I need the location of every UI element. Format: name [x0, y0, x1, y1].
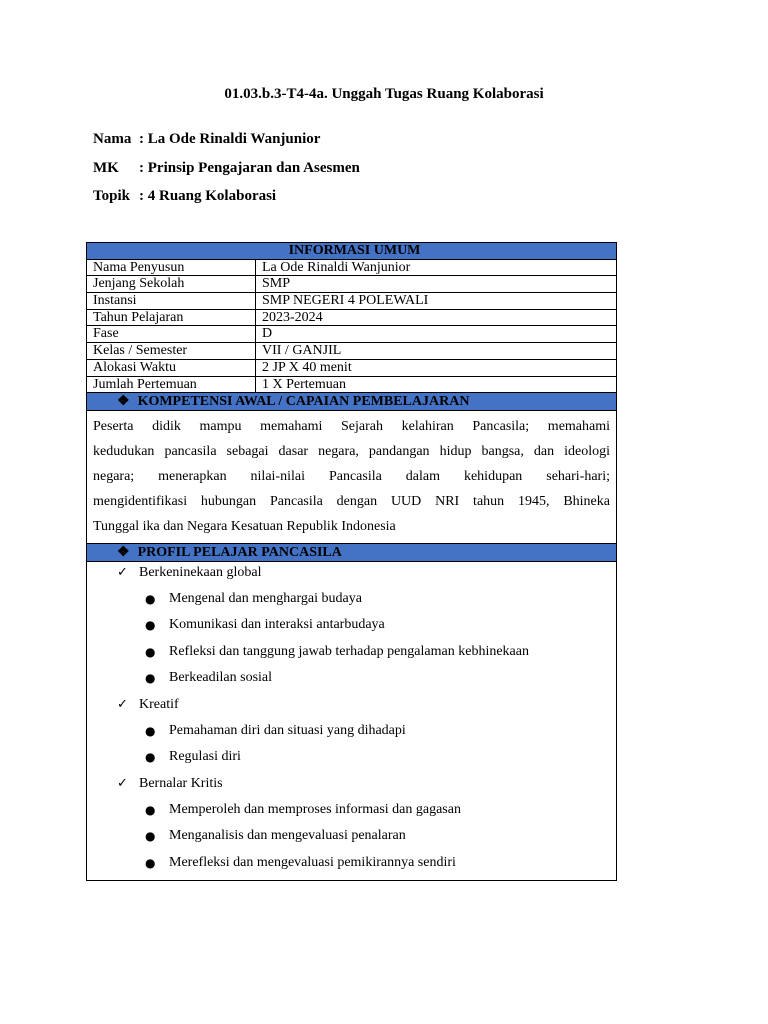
profil-element: Berkeadilan sosial: [169, 670, 273, 686]
profil-dimension: Berkeninekaan global: [139, 564, 262, 580]
profil-header-text: PROFIL PELAJAR PANCASILA: [137, 544, 342, 560]
paragraph-line: negara; menerapkan nilai-nilai Pancasila dalam kehidupan sehari-hari;: [93, 468, 610, 484]
list-item: [87, 590, 616, 617]
meta-label: MK: [93, 160, 119, 176]
table-row: [87, 259, 617, 276]
list-item: [87, 616, 616, 643]
meta-value: : 4 Ruang Kolaborasi: [139, 188, 277, 204]
profil-element: Refleksi dan tanggung jawab terhadap pengalaman kebhinekaan: [169, 643, 529, 659]
diamond-bullet-icon: ❖: [117, 544, 130, 560]
profil-element: Regulasi diri: [169, 749, 241, 765]
kompetensi-body-row: [87, 410, 617, 543]
list-item: [87, 669, 616, 696]
meta-nama: [93, 131, 320, 148]
bullet-icon: ●: [145, 671, 156, 686]
table-row: [87, 326, 617, 343]
table-row: [87, 276, 617, 293]
meta-value: : La Ode Rinaldi Wanjunior: [139, 131, 321, 147]
row-label: Fase: [87, 326, 256, 343]
table-row: [87, 293, 617, 310]
list-item: [87, 748, 616, 775]
meta-label: Topik: [93, 188, 130, 204]
profil-element: Merefleksi dan mengevaluasi pemikirannya sendiri: [169, 854, 456, 870]
bullet-icon: ●: [145, 855, 156, 870]
table-row: [87, 343, 617, 360]
checkmark-icon: ✓: [117, 564, 128, 580]
bullet-icon: ●: [145, 723, 156, 738]
row-value: VII / GANJIL: [256, 343, 617, 360]
row-label: Jumlah Pertemuan: [87, 376, 256, 393]
row-label: Alokasi Waktu: [87, 359, 256, 376]
checkmark-icon: ✓: [117, 775, 128, 791]
table-row: [87, 309, 617, 326]
profil-element: Menganalisis dan mengevaluasi penalaran: [169, 828, 406, 844]
bullet-icon: ●: [145, 618, 156, 633]
profil-element: Mengenal dan menghargai budaya: [169, 590, 362, 606]
row-value: SMP NEGERI 4 POLEWALI: [256, 293, 617, 310]
meta-mk: [93, 160, 360, 177]
document-title: 01.03.b.3-T4-4a. Unggah Tugas Ruang Kolaborasi: [224, 86, 544, 102]
row-label: Tahun Pelajaran: [87, 309, 256, 326]
table-header-row: [87, 243, 617, 260]
bullet-icon: ●: [145, 591, 156, 606]
bullet-icon: ●: [145, 829, 156, 844]
list-item: [87, 564, 616, 590]
row-value: 2 JP X 40 menit: [256, 359, 617, 376]
list-item: [87, 801, 616, 828]
bullet-icon: ●: [145, 802, 156, 817]
kompetensi-header-row: [87, 393, 617, 411]
list-item: [87, 827, 616, 854]
table-row: [87, 359, 617, 376]
profil-body-row: [87, 561, 617, 881]
row-value: La Ode Rinaldi Wanjunior: [256, 259, 617, 276]
meta-value: : Prinsip Pengajaran dan Asesmen: [139, 160, 360, 176]
list-item: [87, 854, 616, 881]
profil-dimension: Kreatif: [139, 696, 179, 712]
kompetensi-paragraph: [87, 410, 617, 543]
list-item: [87, 643, 616, 670]
bullet-icon: ●: [145, 750, 156, 765]
paragraph-line: Tunggal ika dan Negara Kesatuan Republik Indonesia: [93, 518, 396, 534]
row-label: Nama Penyusun: [87, 259, 256, 276]
informasi-umum-table: [86, 242, 617, 881]
profil-dimension: Bernalar Kritis: [139, 775, 223, 791]
paragraph-line: Peserta didik mampu memahami Sejarah kelahiran Pancasila; memahami: [93, 418, 610, 434]
list-item: [87, 775, 616, 801]
row-value: D: [256, 326, 617, 343]
profil-element: Komunikasi dan interaksi antarbudaya: [169, 617, 385, 633]
meta-label: Nama: [93, 131, 132, 147]
kompetensi-header: [87, 393, 617, 411]
row-label: Jenjang Sekolah: [87, 276, 256, 293]
checkmark-icon: ✓: [117, 696, 128, 712]
paragraph-line: kedudukan pancasila sebagai dasar negara, pandangan hidup bangsa, dan ideologi: [93, 443, 610, 459]
informasi-umum-header: INFORMASI UMUM: [87, 243, 617, 260]
profil-element: Memperoleh dan memproses informasi dan gagasan: [169, 801, 461, 817]
row-label: Instansi: [87, 293, 256, 310]
profil-header: [87, 543, 617, 561]
list-item: [87, 722, 616, 749]
row-value: 2023-2024: [256, 309, 617, 326]
profil-header-row: [87, 543, 617, 561]
profil-element: Pemahaman diri dan situasi yang dihadapi: [169, 722, 406, 738]
meta-topik: [93, 188, 276, 205]
table-row: [87, 376, 617, 393]
diamond-bullet-icon: ❖: [117, 394, 130, 410]
row-value: SMP: [256, 276, 617, 293]
row-value: 1 X Pertemuan: [256, 376, 617, 393]
paragraph-line: mengidentifikasi hubungan Pancasila dengan UUD NRI tahun 1945, Bhineka: [93, 493, 610, 509]
list-item: [87, 696, 616, 722]
bullet-icon: ●: [145, 644, 156, 659]
profil-list: [87, 561, 617, 881]
kompetensi-header-text: KOMPETENSI AWAL / CAPAIAN PEMBELAJARAN: [137, 394, 470, 410]
row-label: Kelas / Semester: [87, 343, 256, 360]
